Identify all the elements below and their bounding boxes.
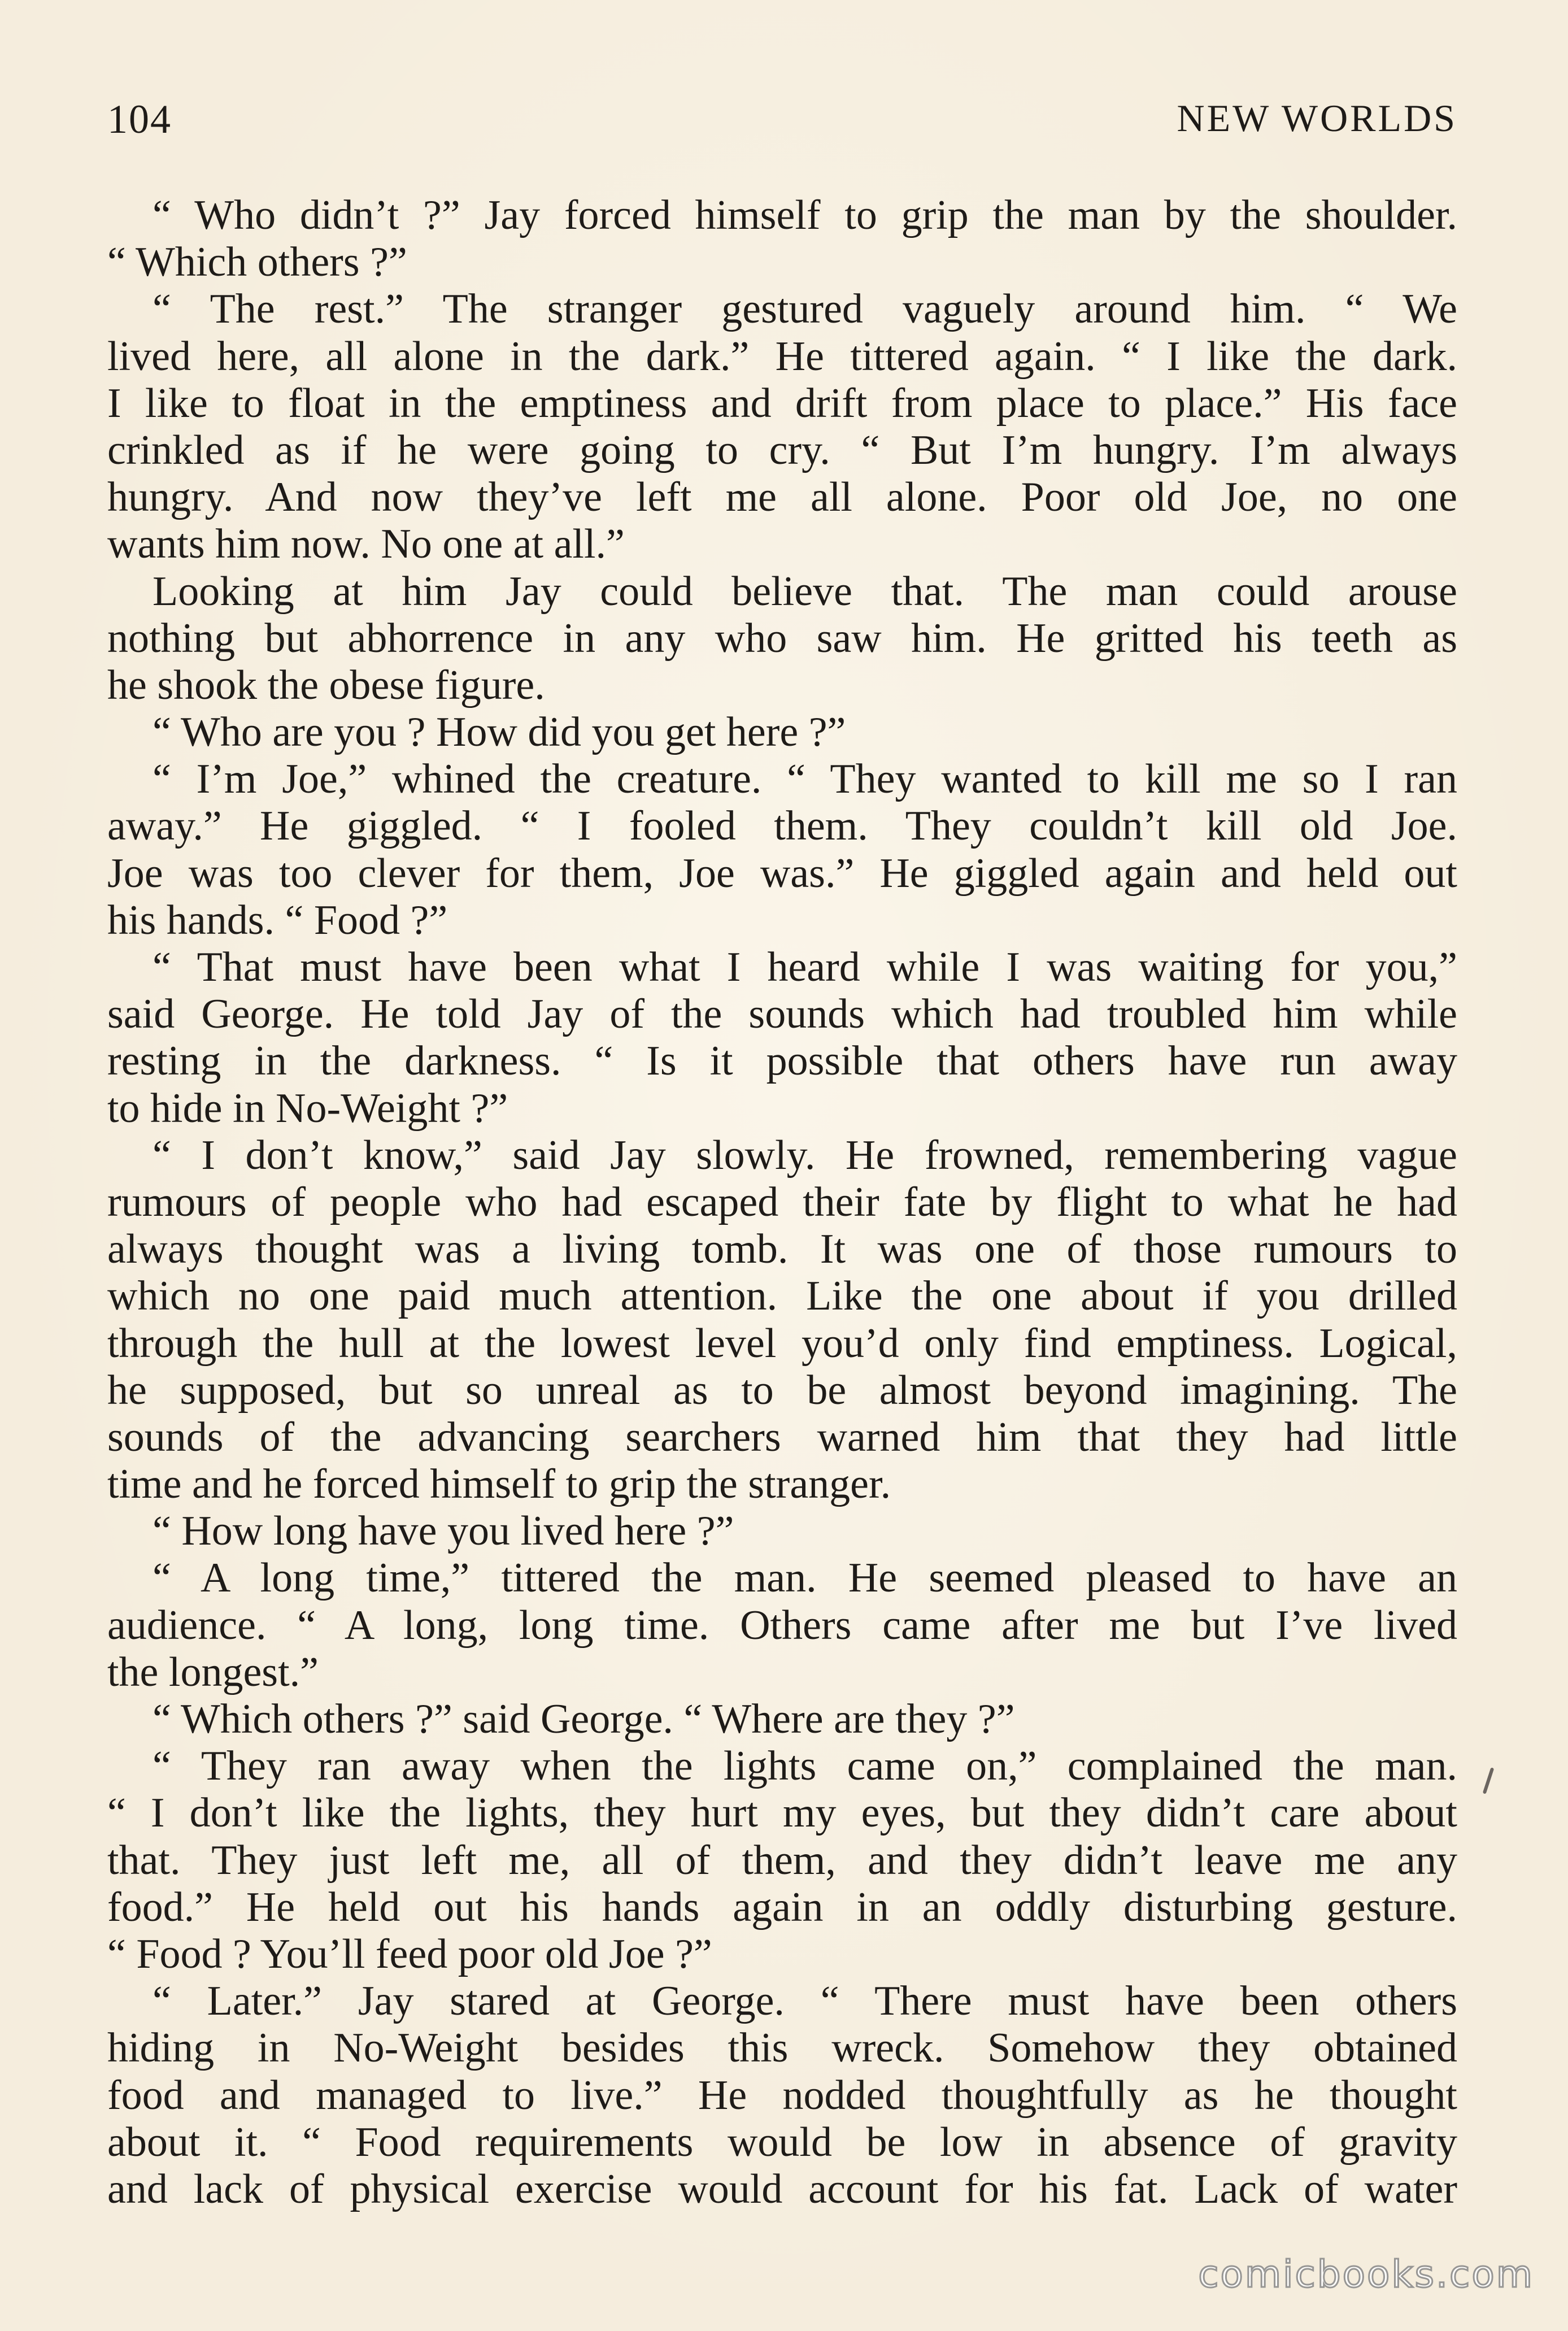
- pencil-mark: [1483, 1767, 1495, 1794]
- text-line: “ They ran away when the lights came on,” complained the man.: [153, 1743, 1457, 1790]
- text-line: that. They just left me, all of them, and they didn’t leave me any: [107, 1837, 1457, 1884]
- text-line: Looking at him Jay could believe that. The man could arouse: [153, 568, 1457, 615]
- text-line: “ Which others ?” said George. “ Where are they ?”: [153, 1696, 1015, 1742]
- text-line: always thought was a living tomb. It was one of those rumours to: [107, 1226, 1457, 1273]
- text-line: nothing but abhorrence in any who saw him. He gritted his teeth as: [107, 615, 1457, 662]
- text-line: his hands. “ Food ?”: [107, 897, 448, 943]
- text-line: “ The rest.” The stranger gestured vaguely around him. “ We: [153, 286, 1457, 333]
- text-line: resting in the darkness. “ Is it possible that others have run away: [107, 1038, 1457, 1085]
- text-line: “ I’m Joe,” whined the creature. “ They wanted to kill me so I ran: [153, 756, 1457, 803]
- text-line: “ I don’t like the lights, they hurt my eyes, but they didn’t care about: [107, 1790, 1457, 1837]
- text-line: said George. He told Jay of the sounds which had troubled him while: [107, 991, 1457, 1038]
- text-line: time and he forced himself to grip the stranger.: [107, 1461, 891, 1508]
- text-line: food.” He held out his hands again in an oddly disturbing gesture.: [107, 1884, 1457, 1930]
- text-line: the longest.”: [107, 1649, 319, 1695]
- running-head: [107, 96, 1457, 158]
- text-line: “ Which others ?”: [107, 239, 407, 286]
- text-line: “ Food ? You’ll feed poor old Joe ?”: [107, 1930, 712, 1977]
- page-number: 104: [107, 97, 172, 142]
- text-line: “ Who didn’t ?” Jay forced himself to grip the man by the shoulder.: [153, 192, 1457, 238]
- text-line: “ Who are you ? How did you get here ?”: [153, 709, 846, 756]
- text-line: lived here, all alone in the dark.” He tittered again. “ I like the dark.: [107, 333, 1457, 380]
- text-line: food and managed to live.” He nodded thoughtfully as he thought: [107, 2072, 1457, 2119]
- text-line: through the hull at the lowest level you’d only find emptiness. Logical,: [107, 1320, 1457, 1367]
- text-line: crinkled as if he were going to cry. “ But I’m hungry. I’m always: [107, 427, 1457, 473]
- text-line: hungry. And now they’ve left me all alone. Poor old Joe, no one: [107, 474, 1457, 521]
- text-line: he supposed, but so unreal as to be almost beyond imagining. The: [107, 1367, 1457, 1414]
- text-line: Joe was too clever for them, Joe was.” He giggled again and held out: [107, 850, 1457, 897]
- text-line: “ I don’t know,” said Jay slowly. He frowned, remembering vague: [153, 1132, 1457, 1178]
- text-line: away.” He giggled. “ I fooled them. They couldn’t kill old Joe.: [107, 803, 1457, 850]
- text-line: rumours of people who had escaped their fate by flight to what he had: [107, 1178, 1457, 1225]
- text-line: audience. “ A long, long time. Others came after me but I’ve lived: [107, 1602, 1457, 1649]
- text-line: “ How long have you lived here ?”: [153, 1508, 734, 1555]
- text-line: “ That must have been what I heard while I was waiting for you,”: [153, 944, 1457, 990]
- text-line: I like to float in the emptiness and drift from place to place.” His face: [107, 380, 1457, 427]
- text-line: he shook the obese figure.: [107, 662, 545, 708]
- text-line: which no one paid much attention. Like the one about if you drilled: [107, 1273, 1457, 1320]
- text-line: “ Later.” Jay stared at George. “ There must have been others: [153, 1978, 1457, 2025]
- text-line: about it. “ Food requirements would be low in absence of gravity: [107, 2119, 1457, 2165]
- text-line: hiding in No-Weight besides this wreck. Somehow they obtained: [107, 2025, 1457, 2072]
- running-title: NEW WORLDS: [1177, 97, 1457, 140]
- text-line: wants him now. No one at all.”: [107, 521, 625, 568]
- text-line: “ A long time,” tittered the man. He seemed pleased to have an: [153, 1555, 1457, 1602]
- watermark: comicbooks.com: [1198, 2252, 1534, 2296]
- text-line: sounds of the advancing searchers warned him that they had little: [107, 1414, 1457, 1460]
- text-line: and lack of physical exercise would account for his fat. Lack of water: [107, 2165, 1457, 2212]
- text-line: to hide in No-Weight ?”: [107, 1085, 508, 1132]
- body-text: [107, 192, 1457, 2213]
